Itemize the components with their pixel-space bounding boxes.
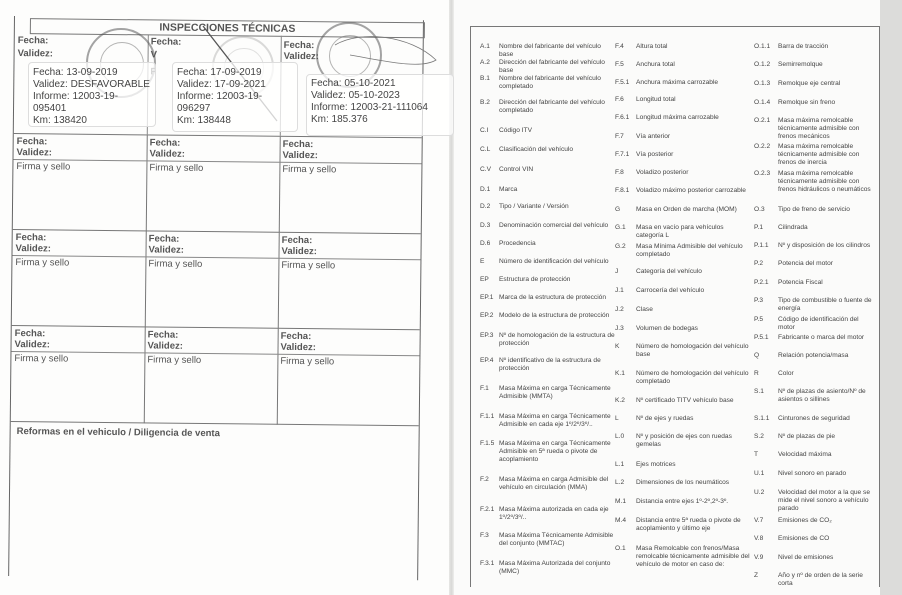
- legend-code: EP.4: [480, 357, 494, 364]
- legend-code: B.2: [480, 99, 490, 106]
- legend-item: [480, 75, 615, 91]
- legend-item: [615, 169, 750, 177]
- legend-text: Dirección del fabricante del vehículo base: [499, 59, 605, 74]
- sticker-informe: Informe: 12003-21-111064: [311, 102, 428, 113]
- legend-text: Masa Mínima Admisible del vehículo completado: [636, 243, 743, 258]
- legend-code: T: [754, 451, 759, 458]
- legend-text: Nº de plazas de pie: [778, 433, 836, 440]
- firma-label: Firma y sello: [148, 258, 203, 270]
- firma-label: Firma y sello: [15, 257, 70, 269]
- legend-text: Masa Máxima en carga Técnicamente Admisible en cada eje 1º/2º/3º/..: [499, 413, 611, 428]
- legend-text: Vía posterior: [636, 151, 674, 158]
- legend-item: [754, 451, 876, 459]
- fecha-label: Fecha:: [283, 39, 315, 52]
- legend-item: [480, 43, 615, 59]
- legend-item: [754, 554, 876, 562]
- legend-item: [615, 325, 750, 333]
- fecha-label: Fecha:: [281, 234, 313, 247]
- legend-code: P.2.1: [754, 279, 769, 286]
- scanner-edge: [880, 0, 902, 595]
- legend-item: [754, 61, 876, 69]
- legend-item: [480, 312, 615, 320]
- legend-text: Ejes motrices: [636, 461, 676, 468]
- legend-code: F.5.1: [615, 79, 630, 86]
- legend-text: Tipo / Variante / Versión: [499, 203, 569, 210]
- legend-code: F.2: [480, 476, 489, 483]
- legend-text: Código ITV: [499, 127, 532, 134]
- legend-text: Año y nº de orden de la serie corta: [778, 572, 863, 587]
- legend-code: J.1: [615, 287, 624, 294]
- validez-label: Validez:: [16, 147, 53, 159]
- legend-code: U.2: [754, 489, 765, 496]
- legend-text: Semirremolque: [778, 61, 823, 68]
- legend-item: [754, 489, 876, 513]
- legend-text: Remolque sin freno: [778, 99, 836, 106]
- reformas-label: Reformas en el vehiculo / Diligencia de venta: [11, 421, 419, 445]
- legend-item: [754, 470, 876, 478]
- legend-code: A.2: [480, 59, 490, 66]
- legend-text: Número de identificación del vehículo: [499, 258, 609, 265]
- legend-code: S.1.1: [754, 415, 770, 422]
- legend-code: L: [615, 415, 619, 422]
- legend-item: [754, 517, 876, 525]
- fecha-label: Fecha:: [147, 329, 179, 341]
- legend-item: [754, 99, 876, 107]
- legend-code: O.1.2: [754, 61, 771, 68]
- legend-code: L.0: [615, 433, 625, 440]
- legend-item: [480, 258, 615, 266]
- firma-label: Firma y sello: [147, 354, 202, 366]
- legend-item: [615, 545, 750, 569]
- legend-text: Carrocería del vehículo: [636, 287, 705, 294]
- legend-text: Nº identificativo de la estructura de protección: [499, 357, 601, 372]
- legend-text: Cinturones de seguridad: [778, 415, 850, 422]
- legend-item: [480, 506, 615, 522]
- sticker-km: Km: 138420: [33, 115, 87, 126]
- legend-text: Relación potencia/masa: [778, 352, 849, 359]
- validez-label: Validez:: [148, 244, 184, 256]
- legend-item: [480, 166, 615, 174]
- legend-code: EP: [480, 276, 489, 283]
- sticker-fecha: Fecha: 13-09-2019: [33, 67, 118, 78]
- legend-item: [754, 260, 876, 268]
- legend-text: Altura total: [636, 43, 668, 50]
- sticker-fecha: Fecha: 17-09-2019: [177, 67, 262, 78]
- legend-code: F.2.1: [480, 506, 495, 513]
- legend-item: [480, 59, 615, 75]
- legend-code: P.1.1: [754, 242, 769, 249]
- firma-label: Firma y sello: [16, 161, 71, 173]
- legend-text: Velocidad del motor a la que se mide el nivel sonoro a vehículo parado: [778, 489, 871, 512]
- legend-text: Color: [778, 370, 794, 377]
- legend-code: P.5.1: [754, 334, 769, 341]
- sticker-informe: Informe: 12003-19-096297: [177, 91, 263, 114]
- legend-code: Q: [754, 352, 760, 359]
- legend-item: [615, 114, 750, 122]
- legend-item: [615, 224, 750, 240]
- legend-code: O.1.3: [754, 80, 771, 87]
- legend-item: [754, 433, 876, 441]
- legend-item: [615, 96, 750, 104]
- fecha-label: Fecha:: [280, 330, 312, 343]
- legend-code: O.3: [754, 206, 765, 213]
- legend-code: S.1: [754, 388, 764, 395]
- legend-code: F.3.1: [480, 560, 495, 567]
- legend-text: Clase: [636, 306, 653, 313]
- legend-item: [754, 572, 876, 588]
- legend-item: [754, 279, 876, 287]
- legend-code: F.7: [615, 133, 624, 140]
- legend-text: Voladizo posterior: [636, 169, 689, 176]
- legend-text: Número de homologación del vehículo base: [636, 343, 749, 358]
- legend-text: Estructura de protección: [499, 276, 571, 283]
- legend-item: [480, 413, 615, 429]
- legend-code: K: [615, 343, 620, 350]
- legend-text: Masa Máxima en carga Técnicamente Admisible en 5ª rueda o pivote de acoplamiento: [499, 440, 611, 463]
- validez-label: Validez:: [283, 50, 320, 63]
- legend-text: Masa Máxima en carga Técnicamente Admisible (MMTA): [499, 385, 611, 400]
- fecha-label: Fecha:: [17, 35, 49, 47]
- legend-text: Nivel de emisiones: [778, 554, 834, 561]
- validez-label: Validez:: [14, 339, 50, 351]
- legend-item: [480, 476, 615, 492]
- validez-label: Validez:: [281, 245, 317, 258]
- legend-item: [480, 146, 615, 154]
- inspection-sticker: [28, 62, 156, 127]
- legend-code: D.6: [480, 240, 491, 247]
- grid-cell: [279, 137, 422, 234]
- sticker-validez: Validez: DESFAVORABLE: [33, 79, 150, 90]
- legend-text: Masa Máxima Técnicamente Admisible del conjunto (MMTAC): [499, 532, 614, 547]
- legend-code: C.V: [480, 166, 491, 173]
- legend-code: EP.1: [480, 294, 494, 301]
- legend-text: Nº certificado TITV vehículo base: [636, 397, 734, 404]
- legend-code: A.1: [480, 43, 490, 50]
- legend-text: Nombre del fabricante del vehículo completado: [499, 75, 601, 90]
- legend-code: S.2: [754, 433, 764, 440]
- legend-code: J.2: [615, 306, 624, 313]
- legend-code: F.1.5: [480, 440, 495, 447]
- fecha-label: Fecha:: [14, 328, 46, 340]
- legend-text: Emisiones de CO: [778, 535, 830, 542]
- fecha-label: Fecha:: [282, 138, 314, 151]
- legend-code: F.1.1: [480, 413, 495, 420]
- grid-row: [11, 325, 420, 426]
- legend-text: Nº y disposición de los cilindros: [778, 242, 871, 249]
- legend-text: Modelo de la estructura de protección: [499, 312, 610, 319]
- fecha-label: Fecha:: [149, 137, 181, 149]
- firma-label: Firma y sello: [149, 162, 204, 174]
- legend-text: Barra de tracción: [778, 43, 829, 50]
- legend-text: Categoría del vehículo: [636, 268, 702, 275]
- legend-code: J.3: [615, 325, 624, 332]
- legend-code: O.1: [615, 545, 626, 552]
- legend-text: Procedencia: [499, 240, 536, 247]
- legend-text: Nº de ejes y ruedas: [636, 415, 694, 422]
- legend-item: [480, 186, 615, 194]
- legend-code: EP.3: [480, 332, 494, 339]
- validez-label: Validez:: [17, 48, 54, 60]
- legend-text: Dirección del fabricante del vehículo completado: [499, 99, 605, 114]
- legend-code: B.1: [480, 75, 490, 82]
- legend-code: R: [754, 370, 759, 377]
- legend-text: Masa en vacío para vehículos categoría L: [636, 224, 724, 239]
- legend-item: [615, 243, 750, 259]
- sticker-validez: Validez: 17-09-2021: [177, 79, 266, 90]
- grid-cell: [11, 326, 146, 423]
- legend-item: [754, 143, 876, 167]
- signature-stroke: [335, 37, 436, 65]
- legend-text: Anchura máxima carrozable: [636, 79, 719, 86]
- legend-text: Voladizo máximo posterior carrozable: [636, 187, 746, 194]
- legend-item: [480, 276, 615, 284]
- legend-text: Nivel sonoro en parado: [778, 470, 847, 477]
- sticker-km: Km: 185.376: [311, 114, 368, 125]
- legend-item: [480, 385, 615, 401]
- grid-cell: [12, 230, 147, 327]
- legend-code: G: [615, 206, 621, 213]
- legend-code: C.L: [480, 146, 491, 153]
- legend-code: K.1: [615, 370, 625, 377]
- legend-text: Anchura total: [636, 61, 675, 68]
- legend-code: G.1: [615, 224, 626, 231]
- legend-item: [754, 334, 876, 342]
- legend-item: [615, 397, 750, 405]
- legend-text: Nombre del fabricante del vehículo base: [499, 43, 601, 58]
- legend-item: [615, 268, 750, 276]
- legend-code: C.I: [480, 127, 489, 134]
- legend-text: Fabricante o marca del motor: [778, 334, 865, 341]
- legend-text: Dimensiones de los neumáticos: [636, 479, 730, 486]
- legend-code: EP.2: [480, 312, 494, 319]
- legend-text: Remolque eje central: [778, 80, 841, 87]
- legend-item: [480, 357, 615, 373]
- legend-text: Clasificación del vehículo: [499, 146, 574, 153]
- legend-item: [480, 222, 615, 230]
- legend-code: O.1.1: [754, 43, 771, 50]
- legend-text: Longitud máxima carrozable: [636, 114, 719, 121]
- legend-code: F.7.1: [615, 151, 630, 158]
- legend-item: [754, 316, 876, 332]
- legend-text: Masa máxima remolcable técnicamente admisible con frenos hidráulicos o neumáticos: [778, 170, 871, 193]
- legend-text: Nº de plazas de asiento/Nº de asientos o sillines: [778, 388, 866, 403]
- legend-code: F.6.1: [615, 114, 630, 121]
- legend-code: F.8: [615, 169, 624, 176]
- legend-code: P.2: [754, 260, 764, 267]
- legend-item: [615, 287, 750, 295]
- legend-item: [615, 415, 750, 423]
- validez-label: Validez:: [147, 340, 183, 352]
- legend-item: [754, 352, 876, 360]
- legend-code: U.1: [754, 470, 765, 477]
- legend-text: Número de homologación del vehículo completado: [636, 370, 749, 385]
- firma-label: Firma y sello: [14, 353, 69, 365]
- fecha-label: Fecha:: [150, 36, 182, 48]
- validez-label: V: [150, 49, 158, 61]
- sticker-fecha: Fecha: 05-10-2021: [311, 78, 396, 89]
- legend-code: V.7: [754, 517, 764, 524]
- legend-item: [480, 127, 615, 135]
- grid-row: [12, 229, 421, 330]
- firma-label: Firma y sello: [282, 163, 337, 176]
- legend-item: [754, 117, 876, 141]
- legend-code: Z: [754, 572, 759, 579]
- legend-code: M.4: [615, 517, 626, 524]
- legend-text: Nº y posición de ejes con ruedas gemelas: [636, 433, 732, 448]
- fecha-label: Fecha:: [16, 136, 48, 148]
- legend-text: Distancia entre 5ª rueda o pivote de acoplamiento y último eje: [636, 517, 741, 532]
- legend-item: [615, 43, 750, 51]
- legend-text: Masa máxima remolcable técnicamente admisible con frenos de inercia: [778, 143, 860, 166]
- legend-text: Cilindrada: [778, 224, 808, 231]
- legend-item: [615, 206, 750, 214]
- legend-code: V.8: [754, 535, 764, 542]
- legend-item: [615, 187, 750, 195]
- legend-item: [480, 332, 615, 348]
- form-title: INSPECCIONES TÉCNICAS: [30, 18, 425, 38]
- legend-code: D.2: [480, 203, 491, 210]
- validez-label: Validez:: [280, 341, 316, 354]
- legend-text: Distancia entre ejes 1º-2º,2º-3º.: [636, 498, 729, 505]
- legend-code: K.2: [615, 397, 625, 404]
- legend-text: Masa Máxima autorizada en cada eje 1º/2º/3º/..: [499, 506, 609, 521]
- legend-code: L.2: [615, 479, 625, 486]
- legend-code: F.4: [615, 43, 624, 50]
- legend-text: Emisiones de CO₂: [778, 517, 832, 524]
- legend-item: [754, 43, 876, 51]
- sticker-validez: Validez: 05-10-2023: [311, 90, 400, 101]
- legend-item: [480, 240, 615, 248]
- legend-text: Control VIN: [499, 166, 534, 173]
- legend-item: [615, 517, 750, 533]
- grid-cell: [145, 231, 280, 328]
- fecha-label: Fecha:: [15, 232, 47, 244]
- legend-item: [480, 532, 615, 548]
- legend-item: [615, 61, 750, 69]
- sticker-km: Km: 138448: [177, 115, 231, 126]
- legend-item: [754, 80, 876, 88]
- validez-label: Validez:: [149, 148, 185, 160]
- legend-code: E: [480, 258, 485, 265]
- legend-text: Nº de homologación de la estructura de protección: [499, 332, 615, 347]
- legend-item: [754, 370, 876, 378]
- legend-item: [480, 203, 615, 211]
- inspection-sticker: [172, 62, 298, 132]
- legend-item: [754, 388, 876, 404]
- legend-text: Potencia Fiscal: [778, 279, 823, 286]
- legend-text: Vía anterior: [636, 133, 671, 140]
- grid-cell: [277, 329, 420, 426]
- legend-text: Masa máxima remolcable técnicamente admisible con frenos mecánicos: [778, 117, 860, 140]
- sticker-informe: Informe: 12003-19-095401: [33, 91, 119, 114]
- legend-text: Denominación comercial del vehículo: [499, 222, 609, 229]
- legend-text: Masa Máxima Autorizada del conjunto (MMC): [499, 560, 611, 575]
- grid-cell: [144, 327, 279, 424]
- fecha-label: Fecha:: [148, 233, 180, 245]
- legend-item: [754, 297, 876, 313]
- grid-row: [13, 133, 422, 234]
- legend-item: [754, 415, 876, 423]
- legend-item: [615, 461, 750, 469]
- legend-text: Velocidad máxima: [778, 451, 832, 458]
- legend-text: Marca de la estructura de protección: [499, 294, 607, 301]
- legend-code: F.8.1: [615, 187, 630, 194]
- legend-item: [615, 306, 750, 314]
- legend-text: Tipo de combustible o fuente de energía: [778, 297, 872, 312]
- firma-label: Firma y sello: [280, 355, 335, 368]
- legend-item: [615, 133, 750, 141]
- legend-code: J: [615, 268, 619, 275]
- legend-code: F.1: [480, 385, 489, 392]
- legend-item: [615, 151, 750, 159]
- legend-text: Longitud total: [636, 96, 676, 103]
- legend-code: P.1: [754, 224, 764, 231]
- legend-code: F.3: [480, 532, 489, 539]
- legend-text: Marca: [499, 186, 518, 193]
- legend-item: [480, 560, 615, 576]
- legend-text: Masa Máxima en carga Admisible del vehículo en circulación (MMA): [499, 476, 609, 491]
- legend-item: [615, 498, 750, 506]
- legend-text: Volumen de bodegas: [636, 325, 698, 332]
- legend-item: [615, 433, 750, 449]
- legend-item: [480, 294, 615, 302]
- validez-label: Validez:: [282, 149, 318, 162]
- grid-cell: [278, 233, 421, 330]
- legend-item: [615, 79, 750, 87]
- legend-item: [754, 535, 876, 543]
- legend-code: P.3: [754, 297, 764, 304]
- inspection-sticker: [306, 74, 454, 136]
- grid-cell: [13, 134, 148, 231]
- validez-label: Validez:: [15, 243, 51, 255]
- legend-code: P.5: [754, 316, 764, 323]
- legend-item: [754, 242, 876, 250]
- legend-code: L.1: [615, 461, 625, 468]
- legend-text: Tipo de freno de servicio: [778, 206, 850, 213]
- legend-item: [615, 343, 750, 359]
- legend-item: [480, 440, 615, 464]
- legend-item: [480, 99, 615, 115]
- legend-code: D.1: [480, 186, 491, 193]
- legend-item: [615, 370, 750, 386]
- legend-code: F.5: [615, 61, 624, 68]
- legend-code: O.2.1: [754, 117, 771, 124]
- legend-item: [754, 224, 876, 232]
- legend-item: [615, 479, 750, 487]
- legend-code: M.1: [615, 498, 626, 505]
- grid-cell: [146, 135, 281, 232]
- legend-item: [754, 206, 876, 214]
- legend-code: O.1.4: [754, 99, 771, 106]
- legend-code: D.3: [480, 222, 491, 229]
- legend-code: O.2.3: [754, 170, 771, 177]
- firma-label: Firma y sello: [281, 259, 336, 272]
- legend-code: O.2.2: [754, 143, 771, 150]
- legend-text: Código de identificación del motor: [778, 316, 859, 331]
- legend-text: Potencia del motor: [778, 260, 833, 267]
- legend-code: V.9: [754, 554, 764, 561]
- legend-text: Masa Remolcable con frenos/Masa remolcable técnicamente admisible del vehículo de motor en caso de:: [636, 545, 750, 568]
- legend-code: G.2: [615, 243, 626, 250]
- legend-code: F.6: [615, 96, 624, 103]
- legend-text: Masa en Orden de marcha (MOM): [636, 206, 737, 213]
- legend-item: [754, 170, 876, 194]
